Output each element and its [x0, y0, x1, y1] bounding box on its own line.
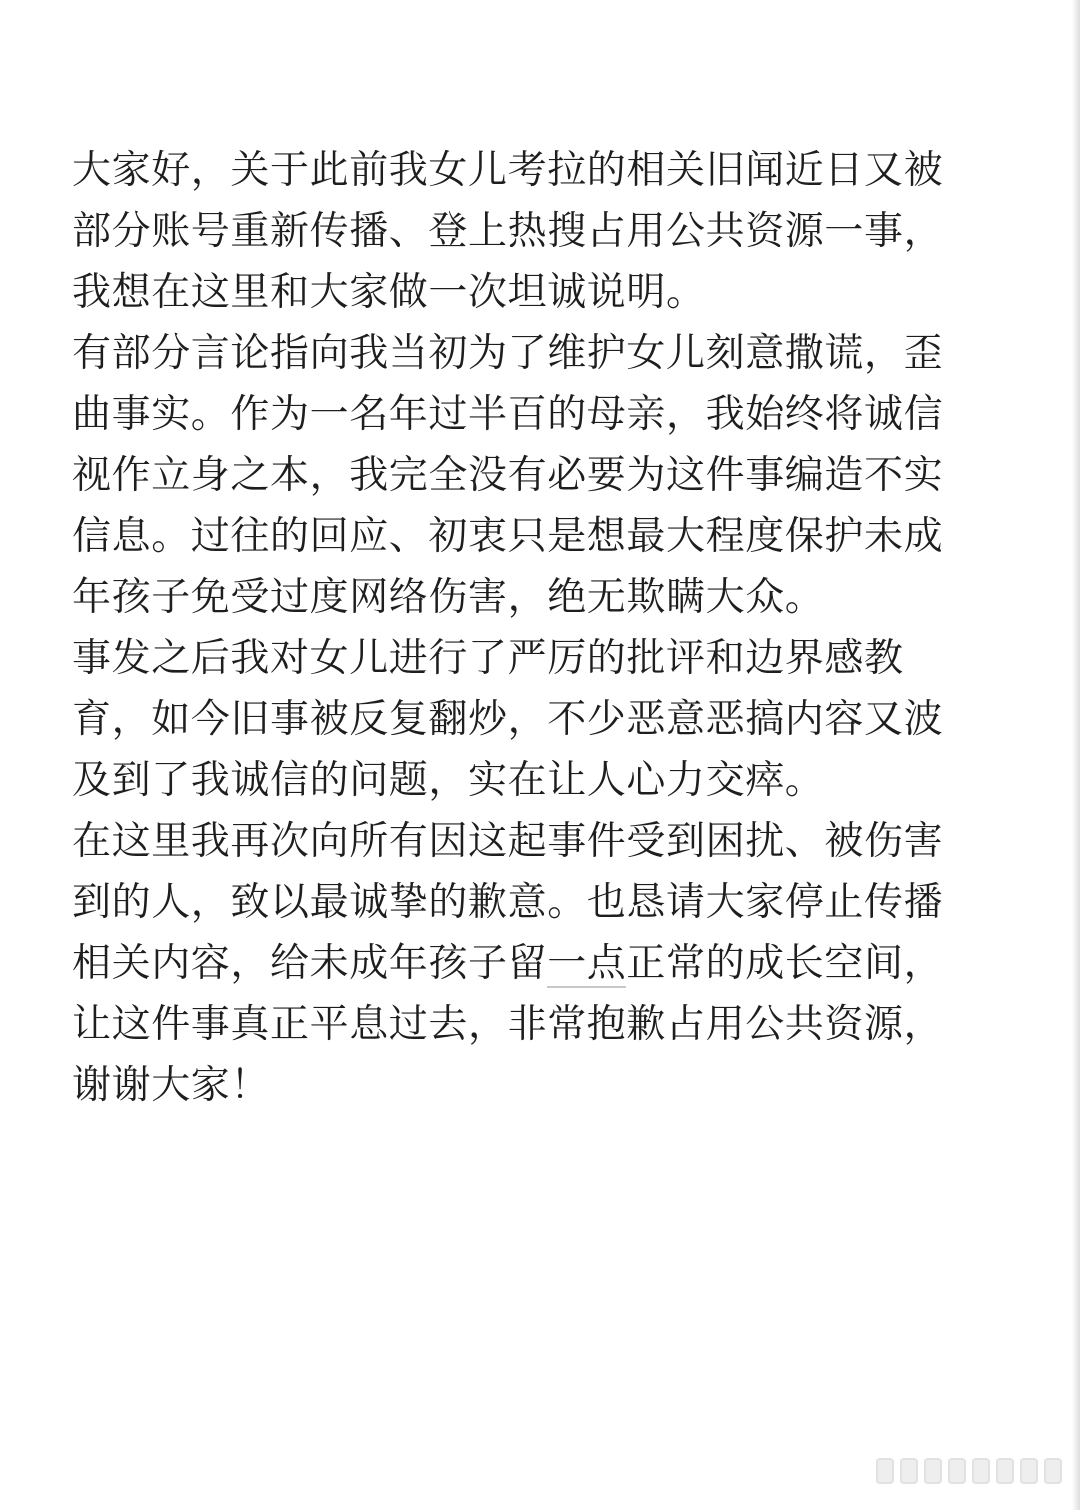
page-indicator-mark [876, 1458, 894, 1484]
statement-text [72, 140, 1007, 1116]
page-indicator-mark [924, 1458, 942, 1484]
page-indicator-mark [1020, 1458, 1038, 1484]
statement-segment: 正常的成长空间， [626, 941, 944, 986]
statement-segment: 相关内容，给未成年孩子留 [72, 941, 548, 986]
page-indicator [876, 1458, 1062, 1484]
statement-line: 曲事实。作为一名年过半百的母亲，我始终将诚信 [72, 392, 944, 437]
statement-line [72, 933, 1007, 994]
statement-line: 谢谢大家！ [72, 1063, 271, 1108]
page-indicator-mark [948, 1458, 966, 1484]
underlined-segment: 一点 [547, 941, 627, 986]
statement-line: 信息。过往的回应、初衷只是想最大程度保护未成 [72, 514, 944, 559]
statement-line: 有部分言论指向我当初为了维护女儿刻意撒谎，歪 [72, 331, 944, 376]
statement-line: 育，如今旧事被反复翻炒，不少恶意恶搞内容又波 [72, 697, 944, 742]
statement-line: 事发之后我对女儿进行了严厉的批评和边界感教 [72, 636, 904, 681]
statement-line: 年孩子免受过度网络伤害，绝无欺瞒大众。 [72, 575, 825, 620]
statement-line: 及到了我诚信的问题，实在让人心力交瘁。 [72, 758, 825, 803]
statement-line: 我想在这里和大家做一次坦诚说明。 [72, 270, 706, 315]
statement-line: 到的人，致以最诚挚的歉意。也恳请大家停止传播 [72, 880, 944, 925]
page-indicator-mark [972, 1458, 990, 1484]
statement-line: 大家好，关于此前我女儿考拉的相关旧闻近日又被 [72, 148, 944, 193]
statement-line: 让这件事真正平息过去，非常抱歉占用公共资源， [72, 1002, 944, 1047]
statement-line: 视作立身之本，我完全没有必要为这件事编造不实 [72, 453, 944, 498]
page-indicator-mark [900, 1458, 918, 1484]
statement-line: 在这里我再次向所有因这起事件受到困扰、被伤害 [72, 819, 944, 864]
statement-line: 部分账号重新传播、登上热搜占用公共资源一事， [72, 209, 944, 254]
page-edge-shadow [1072, 0, 1080, 1510]
page-indicator-mark [1044, 1458, 1062, 1484]
page-indicator-mark [996, 1458, 1014, 1484]
